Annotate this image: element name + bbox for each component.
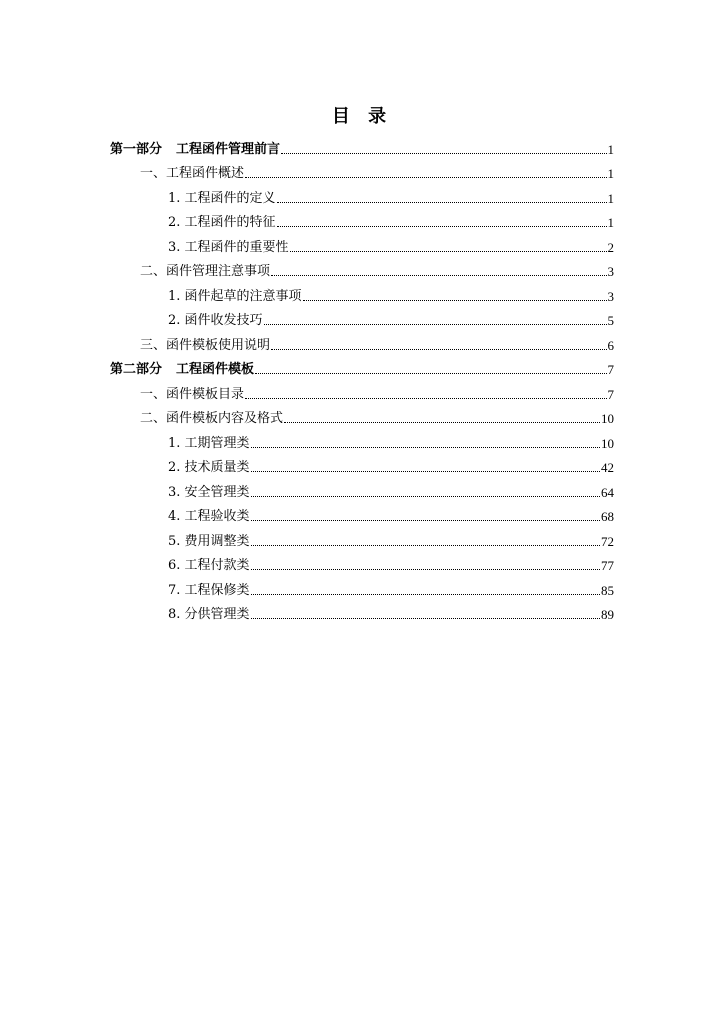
toc-page-number: 7 xyxy=(607,386,614,402)
toc-page-number: 6 xyxy=(607,337,614,353)
toc-entry-label xyxy=(168,509,250,524)
table-of-contents xyxy=(110,132,614,622)
dot-leader xyxy=(251,594,600,595)
toc-entry[interactable] xyxy=(110,181,614,206)
toc-entry-label xyxy=(168,191,276,206)
toc-page-number: 3 xyxy=(607,264,614,279)
toc-page-number: 85 xyxy=(601,582,614,598)
toc-entry-text: 6. 工程付款类 xyxy=(168,558,250,573)
toc-entry-label xyxy=(168,289,302,304)
toc-page-number: 2 xyxy=(607,239,614,255)
toc-entry[interactable] xyxy=(110,230,614,255)
dot-leader xyxy=(264,324,607,325)
toc-entry-text: 4. 工程验收类 xyxy=(168,509,250,524)
toc-entry-text: 8. 分供管理类 xyxy=(168,607,250,622)
toc-entry-label xyxy=(140,338,270,353)
toc-entry-text: 1. 工程函件的定义 xyxy=(168,190,276,206)
toc-entry-label xyxy=(140,264,270,279)
toc-page-number: 68 xyxy=(601,509,614,524)
toc-part-number: 第二部分 xyxy=(110,362,163,377)
toc-entry-label xyxy=(110,142,280,157)
toc-page-number: 7 xyxy=(607,362,614,377)
toc-entry[interactable] xyxy=(110,255,614,280)
toc-page-number: 3 xyxy=(607,288,614,304)
toc-entry[interactable] xyxy=(110,353,614,378)
toc-page-number: 89 xyxy=(601,607,614,622)
toc-entry-label xyxy=(168,436,250,451)
toc-page-number: 64 xyxy=(601,484,614,500)
dot-leader xyxy=(251,471,600,472)
dot-leader xyxy=(277,226,607,227)
toc-page-number: 1 xyxy=(607,190,614,206)
toc-entry-label xyxy=(168,215,276,230)
dot-leader xyxy=(251,618,600,619)
toc-entry[interactable] xyxy=(110,573,614,598)
toc-entry-label xyxy=(168,313,263,328)
toc-entry[interactable] xyxy=(110,426,614,451)
dot-leader xyxy=(281,153,606,154)
toc-entry[interactable] xyxy=(110,206,614,231)
dot-leader xyxy=(277,202,607,203)
toc-entry-text: 二、函件模板内容及格式 xyxy=(140,411,284,426)
dot-leader xyxy=(255,373,606,374)
toc-entry-text: 工程函件模板 xyxy=(176,362,255,377)
toc-entry[interactable] xyxy=(110,328,614,353)
toc-entry[interactable] xyxy=(110,304,614,329)
toc-entry[interactable] xyxy=(110,549,614,574)
toc-entry-label xyxy=(168,485,250,500)
toc-entry-label xyxy=(168,607,250,622)
toc-entry[interactable] xyxy=(110,598,614,623)
dot-leader xyxy=(251,545,600,546)
dot-leader xyxy=(245,398,606,399)
toc-page-number: 10 xyxy=(601,411,614,426)
toc-entry-label xyxy=(168,460,250,475)
toc-page-number: 5 xyxy=(607,313,614,328)
toc-entry-text: 三、函件模板使用说明 xyxy=(140,337,271,353)
toc-page-number: 42 xyxy=(601,460,614,475)
toc-title: 目 录 xyxy=(331,106,393,127)
toc-entry-text: 1. 工期管理类 xyxy=(168,435,250,451)
toc-entry-text: 一、工程函件概述 xyxy=(140,166,245,181)
toc-page-number: 77 xyxy=(601,558,614,573)
toc-entry-label xyxy=(168,558,250,573)
toc-entry-label xyxy=(140,166,244,181)
toc-entry-label xyxy=(140,387,244,402)
toc-entry[interactable] xyxy=(110,524,614,549)
dot-leader xyxy=(251,569,600,570)
toc-entry[interactable] xyxy=(110,377,614,402)
dot-leader xyxy=(271,349,606,350)
dot-leader xyxy=(251,520,600,521)
toc-entry-label xyxy=(110,362,254,377)
toc-entry-text: 工程函件管理前言 xyxy=(176,141,281,157)
toc-entry[interactable] xyxy=(110,132,614,157)
toc-entry-text: 2. 技术质量类 xyxy=(168,460,250,475)
toc-entry-text: 3. 安全管理类 xyxy=(168,484,250,500)
toc-page-number: 72 xyxy=(601,533,614,549)
toc-page-number: 10 xyxy=(601,435,614,451)
toc-part-number: 第一部分 xyxy=(110,141,163,157)
toc-entry-text: 2. 工程函件的特征 xyxy=(168,215,276,230)
toc-entry[interactable] xyxy=(110,279,614,304)
toc-entry[interactable] xyxy=(110,157,614,182)
toc-entry-label xyxy=(168,534,250,549)
dot-leader xyxy=(251,496,600,497)
toc-entry-text: 2. 函件收发技巧 xyxy=(168,313,263,328)
toc-page-number: 1 xyxy=(607,215,614,230)
dot-leader xyxy=(284,422,600,423)
toc-page-number: 1 xyxy=(607,166,614,181)
toc-entry-text: 7. 工程保修类 xyxy=(168,582,250,598)
toc-entry-text: 3. 工程函件的重要性 xyxy=(168,239,289,255)
toc-entry-text: 5. 费用调整类 xyxy=(168,533,250,549)
toc-entry[interactable] xyxy=(110,451,614,476)
toc-entry-label xyxy=(140,411,283,426)
dot-leader xyxy=(245,177,606,178)
toc-entry-text: 一、函件模板目录 xyxy=(140,386,245,402)
dot-leader xyxy=(251,447,600,448)
toc-entry-label xyxy=(168,583,250,598)
toc-entry-label xyxy=(168,240,289,255)
dot-leader xyxy=(271,275,606,276)
toc-page-number: 1 xyxy=(607,141,614,157)
dot-leader xyxy=(303,300,607,301)
toc-entry-text: 1. 函件起草的注意事项 xyxy=(168,288,302,304)
toc-entry-text: 二、函件管理注意事项 xyxy=(140,264,271,279)
toc-entry[interactable] xyxy=(110,402,614,427)
toc-entry[interactable] xyxy=(110,475,614,500)
dot-leader xyxy=(290,251,607,252)
toc-entry[interactable] xyxy=(110,500,614,525)
